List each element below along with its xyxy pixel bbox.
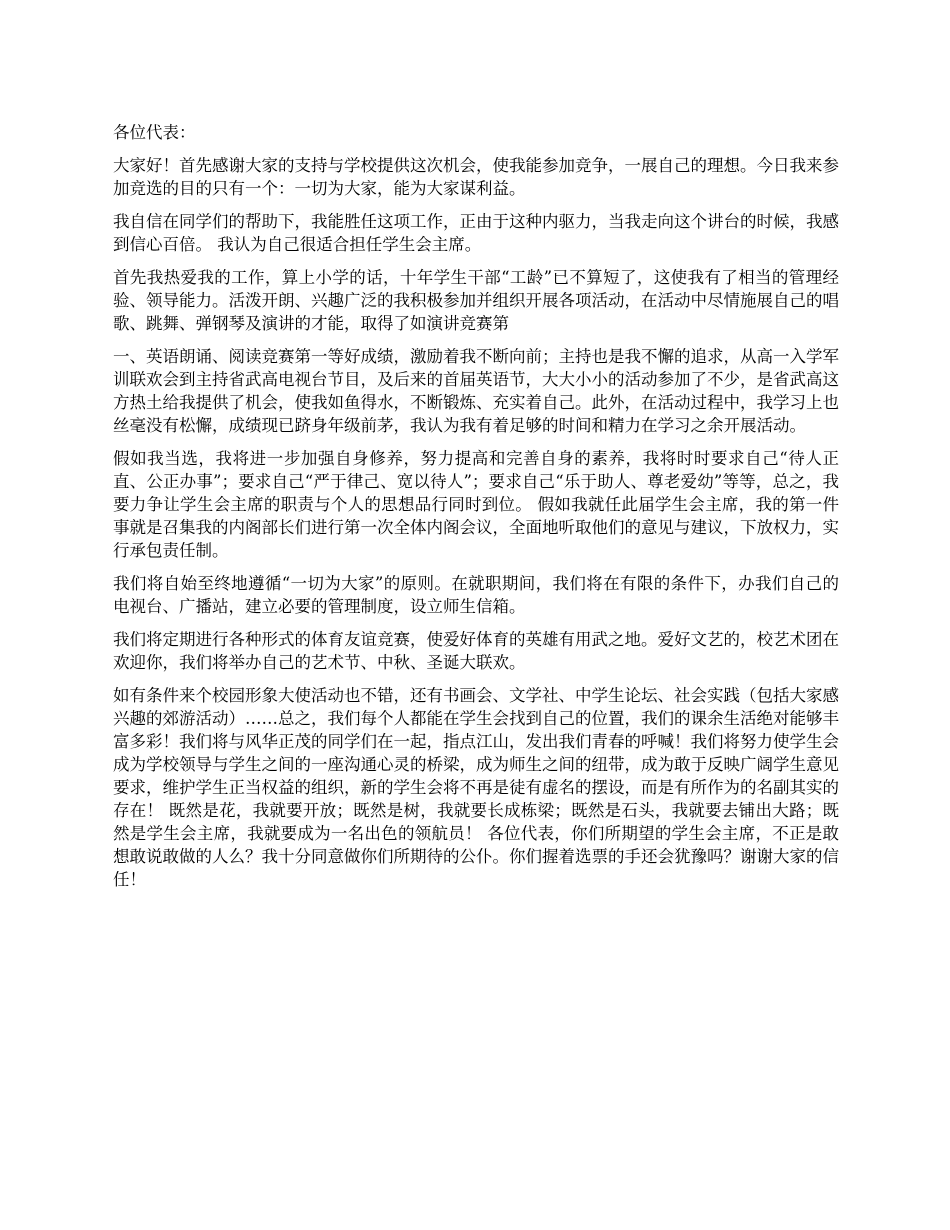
paragraph-if-elected: 假如我当选，我将进一步加强自身修养，努力提高和完善自身的素养，我将时时要求自己“待人正直、公正办事”；要求自己“严于律己、宽以待人”；要求自己“乐于助人、尊老爱幼”等等，总之，我要力争让学生会主席的职责与个人的思想品行同时到位。 假如我就任此届学生会主席，我的第一件事就是召集我的内阁部长们进行第一次全体内阁会议，全面地听取他们的意见与建议，下放权力，实行承包责任制。 xyxy=(113,449,839,560)
paragraph-achievements: 一、英语朗诵、阅读竞赛第一等好成绩，激励着我不断向前；主持也是我不懈的追求，从高一入学军训联欢会到主持省武高电视台节目，及后来的首届英语节，大大小小的活动参加了不少，是省武高这方热土给我提供了机会，使我如鱼得水，不断锻炼、充实着自己。此外，在活动过程中，我学习上也丝毫没有松懈，成绩现已跻身年级前茅，我认为我有着足够的时间和精力在学习之余开展活动。 xyxy=(113,347,839,435)
paragraph-sports-arts: 我们将定期进行各种形式的体育友谊竞赛，使爱好体育的英雄有用武之地。爱好文艺的，校艺术团在欢迎你，我们将举办自己的艺术节、中秋、圣诞大联欢。 xyxy=(113,630,839,672)
paragraph-principle: 我们将自始至终地遵循“一切为大家”的原则。在就职期间，我们将在有限的条件下，办我们自己的电视台、广播站，建立必要的管理制度，设立师生信箱。 xyxy=(113,574,839,616)
salutation: 各位代表： xyxy=(113,123,196,142)
paragraph-closing: 如有条件来个校园形象大使活动也不错，还有书画会、文学社、中学生论坛、社会实践（包括大家感兴趣的郊游活动）……总之，我们每个人都能在学生会找到自己的位置，我们的课余生活绝对能够丰富多彩！我们将与风华正茂的同学们在一起，指点江山，发出我们青春的呼喊！我们将努力使学生会成为学校领导与学生之间的一座沟通心灵的桥梁，成为师生之间的纽带，成为敢于反映广阔学生意见要求，维护学生正当权益的组织，新的学生会将不再是徒有虚名的摆设，而是有所作为的名副其实的存在！ 既然是花，我就要开放；既然是树，我就要长成栋梁；既然是石头，我就要去铺出大路；既然是学生会主席，我就要成为一名出色的领航员！ 各位代表，你们所期望的学生会主席，不正是敢想敢说敢做的人么？我十分同意做你们所期待的公仆。你们握着选票的手还会犹豫吗？谢谢大家的信任！ xyxy=(113,686,839,889)
paragraph-confidence: 我自信在同学们的帮助下，我能胜任这项工作，正由于这种内驱力，当我走向这个讲台的时候，我感到信心百倍。 我认为自己很适合担任学生会主席。 xyxy=(113,212,839,254)
paragraph-greeting: 大家好！首先感谢大家的支持与学校提供这次机会，使我能参加竞争，一展自己的理想。今日我来参加竞选的目的只有一个：一切为大家，能为大家谋利益。 xyxy=(113,156,839,198)
document-page xyxy=(113,121,839,901)
paragraph-experience: 首先我热爱我的工作，算上小学的话，十年学生干部“工龄”已不算短了，这使我有了相当的管理经验、领导能力。活泼开朗、兴趣广泛的我积极参加并组织开展各项活动，在活动中尽情施展自己的唱歌、跳舞、弹钢琴及演讲的才能，取得了如演讲竞赛第 xyxy=(113,268,839,333)
